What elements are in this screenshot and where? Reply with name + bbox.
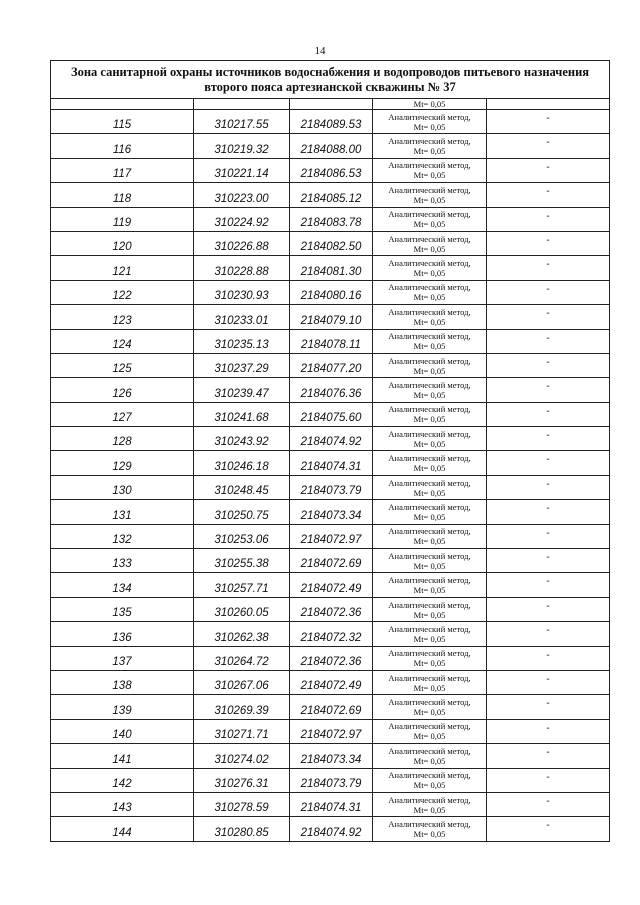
method-line1: Аналитический метод, xyxy=(388,282,471,293)
x-coordinate: 310241.68 xyxy=(194,402,290,426)
method-cell xyxy=(373,768,487,792)
x-coordinate: 310271.71 xyxy=(194,719,290,743)
method-line2: Mt= 0,05 xyxy=(413,414,446,425)
x-coordinate: 310219.32 xyxy=(194,134,290,158)
method-line1: Аналитический метод, xyxy=(388,136,471,147)
point-number: 116 xyxy=(51,134,194,158)
method-line1: Аналитический метод, xyxy=(388,258,471,269)
point-number: 117 xyxy=(51,158,194,182)
table-row xyxy=(51,817,610,841)
y-coordinate: 2184088.00 xyxy=(290,134,373,158)
method-line2: Mt= 0,05 xyxy=(413,438,446,449)
table-row xyxy=(51,427,610,451)
method-line2: Mt= 0,05 xyxy=(413,292,446,303)
x-coordinate: 310276.31 xyxy=(194,768,290,792)
method-line2: Mt= 0,05 xyxy=(413,585,446,596)
table-row xyxy=(51,329,610,353)
table-row xyxy=(51,695,610,719)
method-cell xyxy=(373,573,487,597)
method-line2: Mt= 0,05 xyxy=(413,121,446,132)
table-row xyxy=(51,549,610,573)
x-coordinate: 310280.85 xyxy=(194,817,290,841)
y-coordinate: 2184072.32 xyxy=(290,622,373,646)
error-cell: - xyxy=(487,573,610,597)
table-row xyxy=(51,475,610,499)
point-number: 118 xyxy=(51,183,194,207)
method-cell xyxy=(373,378,487,402)
method-line2: Mt= 0,05 xyxy=(413,170,446,181)
point-number: 125 xyxy=(51,353,194,377)
method-line1: Аналитический метод, xyxy=(388,501,471,512)
point-number: 133 xyxy=(51,549,194,573)
y-coordinate: 2184073.79 xyxy=(290,475,373,499)
point-number: 135 xyxy=(51,597,194,621)
point-number: 140 xyxy=(51,719,194,743)
method-line2: Mt= 0,05 xyxy=(413,146,446,157)
error-cell: - xyxy=(487,353,610,377)
table-row xyxy=(51,183,610,207)
method-line1: Аналитический метод, xyxy=(388,331,471,342)
method-line2: Mt= 0,05 xyxy=(413,219,446,230)
x-coordinate: 310267.06 xyxy=(194,670,290,694)
method-line1: Аналитический метод, xyxy=(388,355,471,366)
method-line1: Аналитический метод, xyxy=(388,160,471,171)
table-row xyxy=(51,110,610,134)
y-coordinate: 2184073.34 xyxy=(290,500,373,524)
table-row xyxy=(51,768,610,792)
method-line1: Аналитический метод, xyxy=(388,648,471,659)
point-number: 138 xyxy=(51,670,194,694)
point-number: 120 xyxy=(51,231,194,255)
carryover-row xyxy=(51,99,610,110)
method-line1: Аналитический метод, xyxy=(388,770,471,781)
method-cell xyxy=(373,719,487,743)
y-coordinate: 2184075.60 xyxy=(290,402,373,426)
method-line1: Аналитический метод, xyxy=(388,721,471,732)
method-line2: Mt= 0,05 xyxy=(413,511,446,522)
y-coordinate: 2184083.78 xyxy=(290,207,373,231)
method-line2: Mt= 0,05 xyxy=(413,804,446,815)
x-coordinate: 310221.14 xyxy=(194,158,290,182)
point-number: 131 xyxy=(51,500,194,524)
point-number: 123 xyxy=(51,305,194,329)
x-coordinate: 310250.75 xyxy=(194,500,290,524)
point-number: 143 xyxy=(51,792,194,816)
carryover-error-cell xyxy=(487,99,610,110)
point-number: 137 xyxy=(51,646,194,670)
y-coordinate: 2184074.31 xyxy=(290,792,373,816)
x-coordinate: 310226.88 xyxy=(194,231,290,255)
y-coordinate: 2184073.34 xyxy=(290,744,373,768)
carryover-x-cell xyxy=(194,99,290,110)
table-row xyxy=(51,402,610,426)
error-cell: - xyxy=(487,378,610,402)
method-line1: Аналитический метод, xyxy=(388,819,471,830)
method-line2: Mt= 0,05 xyxy=(413,609,446,620)
error-cell: - xyxy=(487,549,610,573)
method-cell xyxy=(373,183,487,207)
method-line2: Mt= 0,05 xyxy=(413,365,446,376)
x-coordinate: 310255.38 xyxy=(194,549,290,573)
error-cell: - xyxy=(487,402,610,426)
method-line2: Mt= 0,05 xyxy=(413,268,446,279)
x-coordinate: 310233.01 xyxy=(194,305,290,329)
table-title-line2: второго пояса артезианской скважины № 37 xyxy=(204,79,456,94)
method-line2: Mt= 0,05 xyxy=(413,389,446,400)
error-cell: - xyxy=(487,524,610,548)
table-row xyxy=(51,378,610,402)
method-line2: Mt= 0,05 xyxy=(413,536,446,547)
method-cell xyxy=(373,670,487,694)
method-line2: Mt= 0,05 xyxy=(413,194,446,205)
x-coordinate: 310235.13 xyxy=(194,329,290,353)
method-cell xyxy=(373,402,487,426)
method-line2: Mt= 0,05 xyxy=(413,731,446,742)
method-line1: Аналитический метод, xyxy=(388,184,471,195)
point-number: 121 xyxy=(51,256,194,280)
error-cell: - xyxy=(487,183,610,207)
method-cell xyxy=(373,549,487,573)
y-coordinate: 2184072.97 xyxy=(290,719,373,743)
x-coordinate: 310243.92 xyxy=(194,427,290,451)
error-cell: - xyxy=(487,329,610,353)
method-line2: Mt= 0,05 xyxy=(413,560,446,571)
error-cell: - xyxy=(487,695,610,719)
method-cell xyxy=(373,110,487,134)
method-line1: Аналитический метод, xyxy=(388,453,471,464)
method-cell xyxy=(373,622,487,646)
y-coordinate: 2184076.36 xyxy=(290,378,373,402)
y-coordinate: 2184077.20 xyxy=(290,353,373,377)
x-coordinate: 310248.45 xyxy=(194,475,290,499)
point-number: 115 xyxy=(51,110,194,134)
method-line1: Аналитический метод, xyxy=(388,477,471,488)
y-coordinate: 2184089.53 xyxy=(290,110,373,134)
y-coordinate: 2184072.49 xyxy=(290,670,373,694)
y-coordinate: 2184072.36 xyxy=(290,646,373,670)
y-coordinate: 2184072.36 xyxy=(290,597,373,621)
point-number: 126 xyxy=(51,378,194,402)
method-line2: Mt= 0,05 xyxy=(413,463,446,474)
x-coordinate: 310260.05 xyxy=(194,597,290,621)
carryover-y-cell xyxy=(290,99,373,110)
table-row xyxy=(51,524,610,548)
method-cell xyxy=(373,597,487,621)
table-row xyxy=(51,280,610,304)
y-coordinate: 2184074.92 xyxy=(290,817,373,841)
method-line1: Аналитический метод, xyxy=(388,794,471,805)
point-number: 136 xyxy=(51,622,194,646)
method-cell xyxy=(373,792,487,816)
error-cell: - xyxy=(487,231,610,255)
error-cell: - xyxy=(487,670,610,694)
y-coordinate: 2184085.12 xyxy=(290,183,373,207)
table-row xyxy=(51,305,610,329)
method-line1: Аналитический метод, xyxy=(388,111,471,122)
title-row xyxy=(51,61,610,99)
point-number: 124 xyxy=(51,329,194,353)
method-line1: Аналитический метод, xyxy=(388,697,471,708)
method-line1: Аналитический метод, xyxy=(388,526,471,537)
method-cell xyxy=(373,158,487,182)
error-cell: - xyxy=(487,134,610,158)
error-cell: - xyxy=(487,646,610,670)
table-row xyxy=(51,256,610,280)
method-line1: Аналитический метод, xyxy=(388,672,471,683)
method-line2: Mt= 0,05 xyxy=(413,316,446,327)
method-cell xyxy=(373,744,487,768)
y-coordinate: 2184079.10 xyxy=(290,305,373,329)
method-line1: Аналитический метод, xyxy=(388,428,471,439)
x-coordinate: 310262.38 xyxy=(194,622,290,646)
point-number: 128 xyxy=(51,427,194,451)
carryover-method-line2: Mt= 0,05 xyxy=(413,99,446,109)
method-cell xyxy=(373,695,487,719)
method-line1: Аналитический метод, xyxy=(388,745,471,756)
method-line1: Аналитический метод, xyxy=(388,209,471,220)
error-cell: - xyxy=(487,451,610,475)
table-row xyxy=(51,573,610,597)
point-number: 130 xyxy=(51,475,194,499)
method-cell xyxy=(373,231,487,255)
error-cell: - xyxy=(487,475,610,499)
method-line2: Mt= 0,05 xyxy=(413,633,446,644)
point-number: 144 xyxy=(51,817,194,841)
x-coordinate: 310223.00 xyxy=(194,183,290,207)
error-cell: - xyxy=(487,792,610,816)
error-cell: - xyxy=(487,427,610,451)
table-title-line1: Зона санитарной охраны источников водоснабжения и водопроводов питьевого назначения xyxy=(70,64,590,79)
table-row xyxy=(51,207,610,231)
y-coordinate: 2184072.69 xyxy=(290,549,373,573)
method-cell xyxy=(373,646,487,670)
table-title xyxy=(51,61,610,99)
x-coordinate: 310264.72 xyxy=(194,646,290,670)
y-coordinate: 2184082.50 xyxy=(290,231,373,255)
error-cell: - xyxy=(487,622,610,646)
method-line2: Mt= 0,05 xyxy=(413,707,446,718)
method-line2: Mt= 0,05 xyxy=(413,487,446,498)
method-cell xyxy=(373,353,487,377)
carryover-method-cell xyxy=(373,99,487,110)
method-cell xyxy=(373,207,487,231)
y-coordinate: 2184073.79 xyxy=(290,768,373,792)
point-number: 134 xyxy=(51,573,194,597)
point-number: 127 xyxy=(51,402,194,426)
x-coordinate: 310257.71 xyxy=(194,573,290,597)
error-cell: - xyxy=(487,256,610,280)
y-coordinate: 2184074.92 xyxy=(290,427,373,451)
method-line2: Mt= 0,05 xyxy=(413,755,446,766)
x-coordinate: 310274.02 xyxy=(194,744,290,768)
x-coordinate: 310237.29 xyxy=(194,353,290,377)
method-cell xyxy=(373,500,487,524)
method-cell xyxy=(373,524,487,548)
point-number: 139 xyxy=(51,695,194,719)
method-line1: Аналитический метод, xyxy=(388,379,471,390)
point-number: 129 xyxy=(51,451,194,475)
error-cell: - xyxy=(487,280,610,304)
table-row xyxy=(51,744,610,768)
method-cell xyxy=(373,451,487,475)
table-row xyxy=(51,719,610,743)
method-line1: Аналитический метод, xyxy=(388,623,471,634)
point-number: 141 xyxy=(51,744,194,768)
y-coordinate: 2184081.30 xyxy=(290,256,373,280)
table-row xyxy=(51,231,610,255)
y-coordinate: 2184086.53 xyxy=(290,158,373,182)
point-number: 119 xyxy=(51,207,194,231)
x-coordinate: 310246.18 xyxy=(194,451,290,475)
method-line2: Mt= 0,05 xyxy=(413,829,446,840)
table-row xyxy=(51,134,610,158)
error-cell: - xyxy=(487,110,610,134)
method-cell xyxy=(373,817,487,841)
error-cell: - xyxy=(487,158,610,182)
method-cell xyxy=(373,256,487,280)
method-cell xyxy=(373,280,487,304)
x-coordinate: 310217.55 xyxy=(194,110,290,134)
table-row xyxy=(51,451,610,475)
y-coordinate: 2184074.31 xyxy=(290,451,373,475)
error-cell: - xyxy=(487,817,610,841)
method-cell xyxy=(373,329,487,353)
page-number: 14 xyxy=(314,45,326,57)
point-number: 132 xyxy=(51,524,194,548)
method-line1: Аналитический метод, xyxy=(388,575,471,586)
table-row xyxy=(51,500,610,524)
error-cell: - xyxy=(487,207,610,231)
table-row xyxy=(51,597,610,621)
table-row xyxy=(51,622,610,646)
x-coordinate: 310228.88 xyxy=(194,256,290,280)
x-coordinate: 310269.39 xyxy=(194,695,290,719)
method-line1: Аналитический метод, xyxy=(388,404,471,415)
error-cell: - xyxy=(487,500,610,524)
method-line2: Mt= 0,05 xyxy=(413,780,446,791)
error-cell: - xyxy=(487,305,610,329)
table-row xyxy=(51,646,610,670)
error-cell: - xyxy=(487,597,610,621)
method-line2: Mt= 0,05 xyxy=(413,341,446,352)
point-number: 142 xyxy=(51,768,194,792)
x-coordinate: 310230.93 xyxy=(194,280,290,304)
method-line1: Аналитический метод, xyxy=(388,599,471,610)
error-cell: - xyxy=(487,719,610,743)
method-cell xyxy=(373,427,487,451)
table-row xyxy=(51,353,610,377)
method-line1: Аналитический метод, xyxy=(388,233,471,244)
table-row xyxy=(51,158,610,182)
table-row xyxy=(51,792,610,816)
y-coordinate: 2184072.69 xyxy=(290,695,373,719)
x-coordinate: 310239.47 xyxy=(194,378,290,402)
method-line2: Mt= 0,05 xyxy=(413,243,446,254)
y-coordinate: 2184072.97 xyxy=(290,524,373,548)
table-row xyxy=(51,670,610,694)
method-line2: Mt= 0,05 xyxy=(413,682,446,693)
error-cell: - xyxy=(487,768,610,792)
x-coordinate: 310224.92 xyxy=(194,207,290,231)
method-line1: Аналитический метод, xyxy=(388,550,471,561)
method-cell xyxy=(373,305,487,329)
method-cell xyxy=(373,134,487,158)
y-coordinate: 2184078.11 xyxy=(290,329,373,353)
carryover-number-cell xyxy=(51,99,194,110)
x-coordinate: 310253.06 xyxy=(194,524,290,548)
method-line1: Аналитический метод, xyxy=(388,306,471,317)
x-coordinate: 310278.59 xyxy=(194,792,290,816)
method-line2: Mt= 0,05 xyxy=(413,658,446,669)
coordinates-table xyxy=(50,60,610,842)
y-coordinate: 2184080.16 xyxy=(290,280,373,304)
method-cell xyxy=(373,475,487,499)
y-coordinate: 2184072.49 xyxy=(290,573,373,597)
point-number: 122 xyxy=(51,280,194,304)
error-cell: - xyxy=(487,744,610,768)
